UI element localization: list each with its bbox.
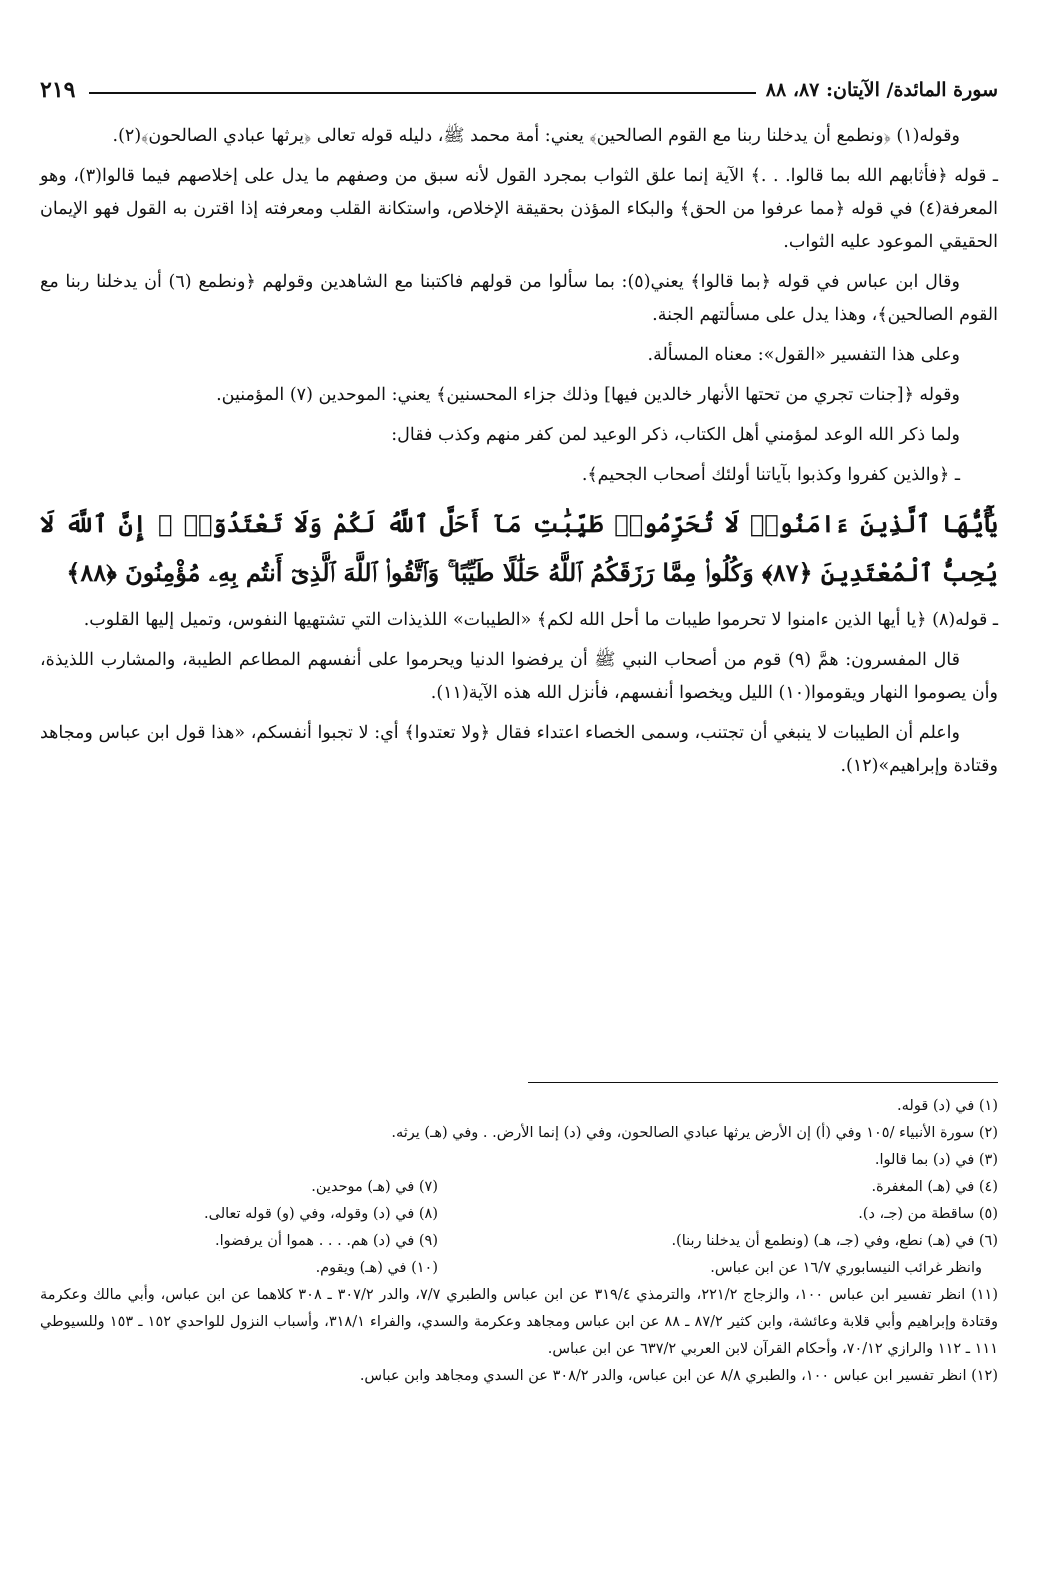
paragraph-1: وقوله(١) ﴿ونطمع أن يدخلنا ربنا مع القوم الصالحين﴾ يعني: أمة محمد ﷺ، دليله قوله تعالى ﴿يرثها عبادي الصالحون﴾(٢). — [112, 126, 960, 146]
surah-verse-title: سورة المائدة/ الآيتان: ٨٧، ٨٨ — [765, 79, 998, 101]
paragraph-2: ـ قوله ﴿فأثابهم الله بما قالوا. . .﴾ الآية إنما علق الثواب بمجرد القول لأنه سبق من وصفهم ما يدل على إخلاصهم فيما قالوا(٣)، وهو المعرفة(٤) في قوله ﴿مما عرفوا من الحق﴾ والبكاء المؤذن بحقيقة الإخلاص، واستكانة القلب ومعرفته إذا اقترن به القول فهو الإيمان الحقيقي الموعود عليه الثواب. — [40, 166, 998, 252]
paragraph-7: ـ ﴿والذين كفروا وكذبوا بآياتنا أولئك أصحاب الجحيم﴾. — [581, 465, 960, 485]
footnote-column-left — [40, 1174, 438, 1282]
page-number: ٢١٩ — [40, 77, 76, 103]
footnote-7: (٧) في (هـ) موحدين. — [311, 1179, 438, 1195]
footnote-divider — [528, 1082, 998, 1083]
footnote-columns — [40, 1174, 998, 1282]
paragraph-10: واعلم أن الطيبات لا ينبغي أن تجتنب، وسمى الخصاء اعتداء فقال ﴿ولا تعتدوا﴾ أي: لا تجبوا أنفسكم، «هذا قول ابن عباس ومجاهد وقتادة وإبراهيم»(١٢). — [40, 723, 998, 776]
footnote-9: (٩) في (د) هم. . . . هموا أن يرفضوا. — [214, 1233, 438, 1249]
footnote-4: (٤) في (هـ) المغفرة. — [871, 1179, 998, 1195]
footnote-1: (١) في (د) قوله. — [897, 1098, 998, 1114]
paragraph-3: وقال ابن عباس في قوله ﴿بما قالوا﴾ يعني(٥): بما سألوا من قولهم فاكتبنا مع الشاهدين وقولهم ﴿ونطمع (٦) أن يدخلنا ربنا مع القوم الصالحين﴾، وهذا يدل على مسألتهم الجنة. — [40, 272, 998, 325]
main-text — [40, 120, 998, 790]
footnote-2: (٢) سورة الأنبياء /١٠٥ وفي (أ) إن الأرض يرثها عبادي الصالحون، وفي (د) إنما الأرض. . وفي (هـ) يرثه. — [391, 1125, 998, 1141]
paragraph-4: وعلى هذا التفسير «القول»: معناه المسألة. — [647, 345, 960, 365]
paragraph-5: وقوله ﴿[جنات تجري من تحتها الأنهار خالدين فيها] وذلك جزاء المحسنين﴾ يعني: الموحدين (٧) المؤمنين. — [216, 385, 960, 405]
footnote-column-right — [438, 1174, 998, 1282]
footnotes — [40, 1093, 998, 1390]
footnote-8: (٨) في (د) وقوله، وفي (و) قوله تعالى. — [204, 1206, 438, 1222]
paragraph-8: ـ قوله(٨) ﴿يا أيها الذين ءامنوا لا تحرموا طيبات ما أحل الله لكم﴾ «الطيبات» اللذيذات التي تشتهيها النفوس، وتميل إليها القلوب. — [83, 610, 998, 630]
header-rule — [89, 92, 755, 94]
running-header — [40, 70, 998, 110]
footnote-6-continuation: وانظر غرائب النيسابوري ١٦/٧ عن ابن عباس. — [710, 1260, 982, 1276]
quran-verse: يَٰٓأَيُّهَا ٱلَّذِينَ ءَامَنُوا۟ لَا تُحَرِّمُوا۟ طَيِّبَٰتِ مَآ أَحَلَّ ٱللَّهُ لَكُمْ وَلَا تَعْتَدُوٓا۟ ۚ إِنَّ ٱللَّهَ لَا يُحِبُّ ٱلْمُعْتَدِينَ ﴿٨٧﴾ وَكُلُوا۟ مِمَّا رَزَقَكُمُ ٱللَّهُ حَلَٰلًا طَيِّبًا ۚ وَٱتَّقُوا۟ ٱللَّهَ ٱلَّذِىٓ أَنتُم بِهِۦ مُؤْمِنُونَ ﴿٨٨﴾ — [40, 509, 998, 587]
footnote-12: (١٢) انظر تفسير ابن عباس ١٠٠، والطبري ٨/٨ عن ابن عباس، والدر ٣٠٨/٢ عن السدي ومجاهد وابن عباس. — [359, 1368, 998, 1384]
paragraph-6: ولما ذكر الله الوعد لمؤمني أهل الكتاب، ذكر الوعيد لمن كفر منهم وكذب فقال: — [391, 425, 960, 445]
footnote-5: (٥) ساقطة من (جـ، د). — [858, 1206, 998, 1222]
footnote-6: (٦) في (هـ) نطع، وفي (جـ، هـ) (ونطمع أن يدخلنا ربنا). — [671, 1233, 998, 1249]
footnote-3: (٣) في (د) بما قالوا. — [874, 1152, 998, 1168]
paragraph-9: قال المفسرون: همَّ (٩) قوم من أصحاب النبي ﷺ أن يرفضوا الدنيا ويحرموا على أنفسهم المطاعم الطيبة، والمشارب اللذيذة، وأن يصوموا النهار ويقوموا(١٠) الليل ويخصوا أنفسهم، فأنزل الله هذه الآية(١١). — [40, 650, 998, 703]
footnote-10: (١٠) في (هـ) ويقوم. — [315, 1260, 438, 1276]
footnote-11: (١١) انظر تفسير ابن عباس ١٠٠، والزجاج ٢٢١/٢، والترمذي ٣١٩/٤ عن ابن عباس والطبري ٧/٧، والدر ٣٠٧/٢ ـ ٣٠٨ كلاهما عن ابن عباس، وأبي مالك وعكرمة وقتادة وإبراهيم وأبي قلابة وعائشة، وابن كثير ٨٧/٢ ـ ٨٨ عن ابن عباس ومجاهد وعكرمة والسدي، والفراء ٣١٨/١، وأسباب النزول للواحدي ١٥٢ ـ ١٥٣ وللسيوطي ١١١ ـ ١١٢ والرازي ٧٠/١٢، وأحكام القرآن لابن العربي ٦٣٧/٢ عن ابن عباس. — [40, 1287, 998, 1357]
